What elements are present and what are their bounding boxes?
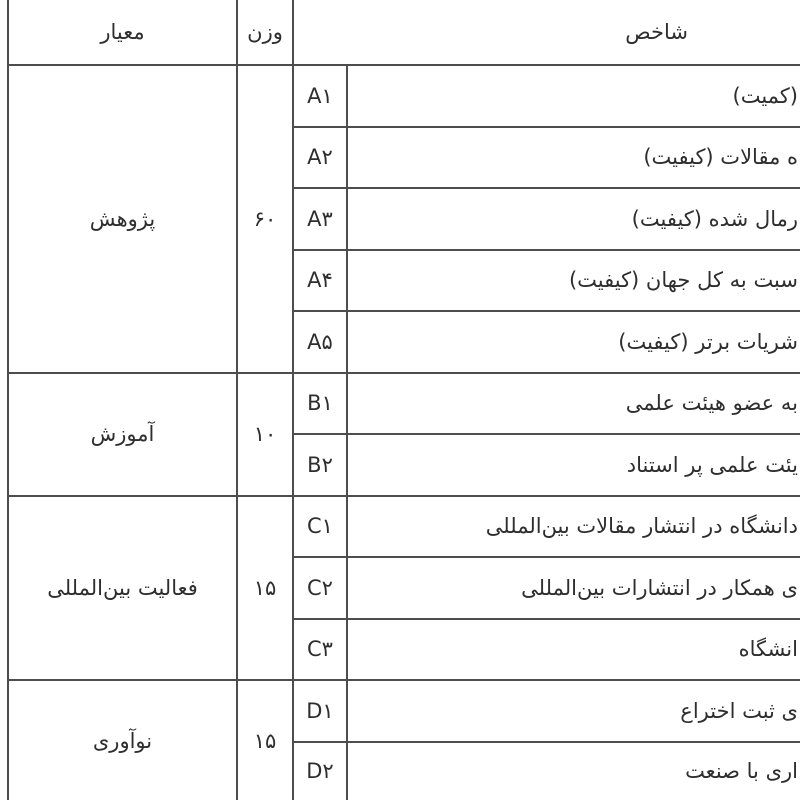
header-weight: وزن [238, 0, 292, 64]
indicator-code-d1: D۱ [294, 681, 346, 741]
criterion-research: پژوهش [9, 66, 236, 372]
indicator-text-b1: به عضو هیئت علمی [348, 374, 800, 434]
indicator-code-c2: C۲ [294, 558, 346, 618]
header-criterion: معیار [9, 0, 236, 64]
indicator-text-a5: شریات برتر (کیفیت) [348, 312, 800, 372]
indicator-code-a2: A۲ [294, 128, 346, 188]
indicator-code-c3: C۳ [294, 620, 346, 680]
indicator-text-c1: دانشگاه در انتشار مقالات بین‌المللی [348, 497, 800, 557]
header-indicator: شاخص [294, 0, 800, 64]
indicator-code-c1: C۱ [294, 497, 346, 557]
criterion-education: آموزش [9, 374, 236, 495]
indicator-text-d1: ی ثبت اختراع [348, 681, 800, 741]
indicator-text-c3: انشگاه [348, 620, 800, 680]
weight-research: ۶۰ [238, 66, 292, 372]
indicator-text-c2: ی همکار در انتشارات بین‌المللی [348, 558, 800, 618]
criteria-table [7, 0, 800, 800]
indicator-text-b2: یئت علمی پر استناد [348, 435, 800, 495]
indicator-code-a3: A۳ [294, 189, 346, 249]
criterion-international-activity: فعالیت بین‌المللی [9, 497, 236, 680]
indicator-code-a1: A۱ [294, 66, 346, 126]
indicator-text-d2: اری با صنعت [348, 743, 800, 800]
indicator-code-a5: A۵ [294, 312, 346, 372]
indicator-code-b1: B۱ [294, 374, 346, 434]
weight-international-activity: ۱۵ [238, 497, 292, 680]
indicator-text-a1: (کمیت) [348, 66, 800, 126]
indicator-text-a3: رمال شده (کیفیت) [348, 189, 800, 249]
weight-innovation: ۱۵ [238, 681, 292, 800]
indicator-text-a2: ه مقالات (کیفیت) [348, 128, 800, 188]
indicator-text-a4: سبت به کل جهان (کیفیت) [348, 251, 800, 311]
indicator-code-b2: B۲ [294, 435, 346, 495]
indicator-code-d2: D۲ [294, 743, 346, 800]
indicator-code-a4: A۴ [294, 251, 346, 311]
weight-education: ۱۰ [238, 374, 292, 495]
criterion-innovation: نوآوری [9, 681, 236, 800]
